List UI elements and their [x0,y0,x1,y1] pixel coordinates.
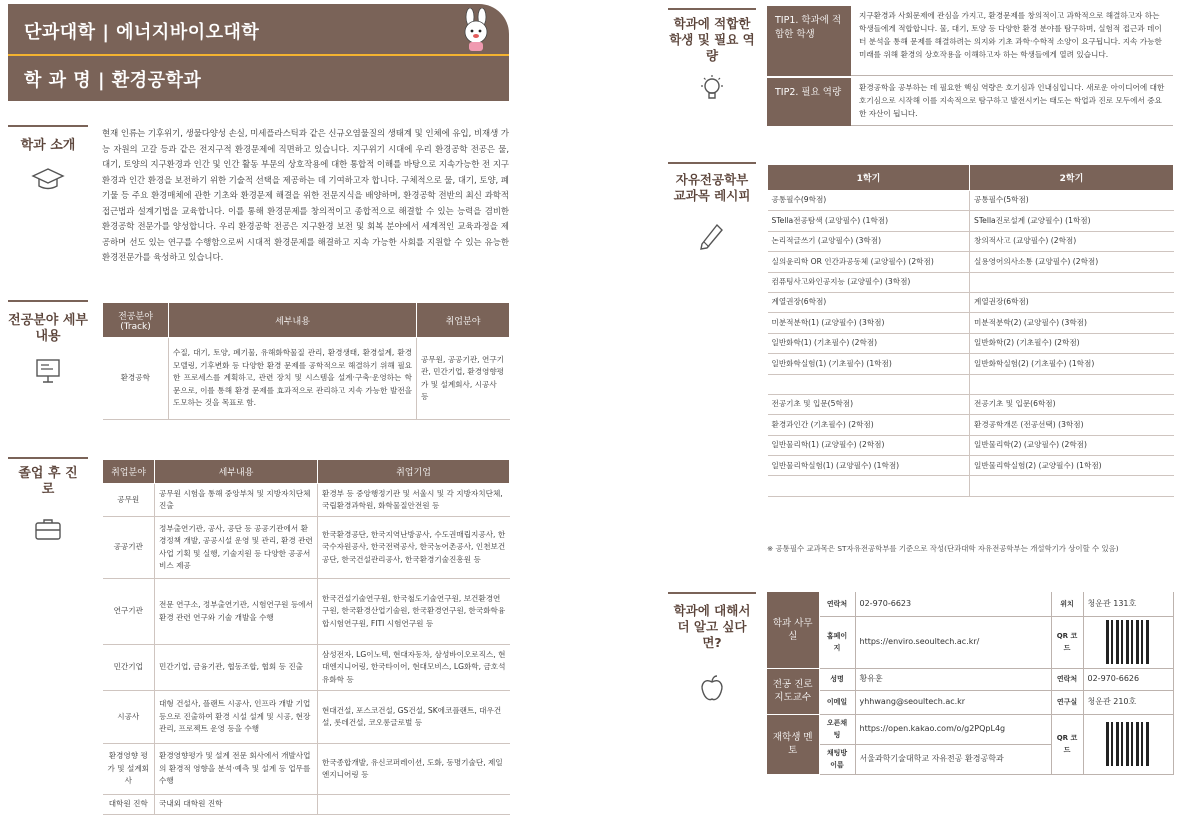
contact-title: 학과에 대해서 더 알고 싶다면? [673,603,751,650]
recipe-cell [768,476,970,496]
table-row [768,456,1174,476]
career-detail: 대형 건설사, 플랜트 시공사, 인프라 개발 기업 등으로 진출하여 환경 시설 설계 및 시공, 현장관리, 프로젝트 운영 등을 수행 [155,691,318,744]
table-row [768,231,1174,251]
career-detail: 공무원 시험을 통해 중앙부처 및 지방자치단체 진출 [155,484,318,517]
recipe-cell: STella전공탐색 (교양필수) (1학점) [768,211,970,231]
table-row [103,795,510,815]
career-company: 현대건설, 포스코건설, GS건설, SK에코플랜트, 대우건설, 롯데건설, 코오롱글로벌 등 [318,691,510,744]
track-detail: 수질, 대기, 토양, 폐기물, 유해화학물질 관리, 환경생태, 환경설계, 환경모델링, 기후변화 등 다양한 환경 문제를 공학적으로 해결하기 위해 필요한 프로세스를 계획하고, 관련 장치 및 시스템을 설계·구축·운영하는 학문으로, 이를 통해 환경 문제를 효과적으로 관리하고 지속 가능한 발전을 도모하는 것을 목표로 함. [169,338,417,420]
qr-label: QR 코드 [1051,616,1083,668]
intro-rule [8,125,88,127]
table-row [768,354,1174,374]
office-label: 학과 사무실 [767,592,819,668]
mentor-label: 재학생 멘토 [767,714,819,774]
career-field: 민간기업 [103,645,155,691]
track-header-jobs: 취업분야 [417,303,510,338]
recipe-cell: 전공기초 및 입문(6학점) [970,394,1174,414]
table-row [768,415,1174,435]
career-company: 한국건설기술연구원, 한국철도기술연구원, 보건환경연구원, 한국환경산업기술원, 한국환경연구원, 한국화학융합시험연구원, FITI 시험연구원 등 [318,579,510,645]
contact-table [767,592,1174,775]
office-web-key: 홈페이지 [819,616,855,668]
recipe-cell [970,272,1174,292]
prof-label: 전공 진로 지도교수 [767,668,819,714]
career-detail: 민간기업, 금융기관, 협동조합, 협회 등 진출 [155,645,318,691]
table-row [768,292,1174,312]
recipe-note: ※ 공통필수 교과목은 ST자유전공학부를 기준으로 작성(단과대학 자유전공학부는 개설학기가 상이할 수 있음) [767,544,1119,553]
office-loc-key: 위치 [1051,592,1083,616]
dept-label: 학 과 명 | 환경공학과 [24,70,202,91]
recipe-title: 자유전공학부 교과목 레시피 [673,172,751,203]
table-row [103,645,510,691]
apple-icon [668,674,756,702]
career-company: 삼성전자, LG이노텍, 현대자동차, 삼성바이오로직스, 현대엔지니어링, 한국타이어, 현대모비스, LG화학, 금호석유화학 등 [318,645,510,691]
pencil-note-icon [668,220,756,250]
recipe-cell [970,476,1174,496]
recipe-cell: 논리적글쓰기 (교양필수) (3학점) [768,231,970,251]
track-jobs: 공무원, 공공기관, 연구기관, 민간기업, 환경영향평가 및 설계회사, 시공사 등 [417,338,510,420]
recipe-header-sem2: 2학기 [970,165,1174,191]
career-detail: 전문 연구소, 정부출연기관, 시험연구원 등에서 환경 관련 연구와 기술 개발을 수행 [155,579,318,645]
tip2-text: 환경공학을 공부하는 데 필요한 핵심 역량은 호기심과 인내심입니다. 새로운 아이디어에 대한 호기심으로 시작해 이를 지속적으로 탐구하고 발전시키는 태도는 학업과 진로 모두에서 중요한 자산이 됩니다. [851,78,1173,126]
table-row [103,744,510,795]
career-field: 대학원 진학 [103,795,155,815]
qr-code-icon[interactable] [1106,620,1150,664]
recipe-cell [970,374,1174,394]
recipe-cell: 전공기초 및 입문(5학점) [768,394,970,414]
table-row [768,313,1174,333]
recipe-cell: 일반물리학실험(1) (교양필수) (1학점) [768,456,970,476]
career-company [318,795,510,815]
recipe-cell: 실의윤리학 OR 인간과공동체 (교양필수) (2학점) [768,252,970,272]
career-detail: 국내외 대학원 진학 [155,795,318,815]
intro-title: 학과 소개 [20,138,76,153]
table-row [768,394,1174,414]
career-header-detail: 세부내용 [155,460,318,484]
qr-code-icon[interactable] [1106,722,1150,766]
table-row [103,484,510,517]
lightbulb-icon [668,74,756,104]
tip1-text: 지구환경과 사회문제에 관심을 가지고, 환경문제를 창의적이고 과학적으로 해결하고자 하는 학생들에게 적합합니다. 물, 대기, 토양 등 다양한 환경 분야를 탐구하며, 실험적 접근과 데이터 분석을 통해 문제를 해결하려는 의지와 기초 과학·수학적 소양이 요구됩니다. 지속 가능한 미래를 위해 환경의 상호작용을 이해하고자 하는 학생들에게 열려 있습니다. [851,6,1173,76]
track-name: 환경공학 [103,338,169,420]
recipe-cell: 계열권장(6학점) [970,292,1174,312]
career-detail: 정부출연기관, 공사, 공단 등 공공기관에서 환경정책 개발, 공공시설 운영 및 관리, 환경 관련 사업 기획 및 실행, 기술지원 등 다양한 공공서비스 제공 [155,517,318,579]
career-field: 시공사 [103,691,155,744]
recipe-cell: 일반물리학(2) (교양필수) (2학점) [970,435,1174,455]
recipe-cell: 일반물리학(1) (교양필수) (2학점) [768,435,970,455]
recipe-cell: 공통필수(9학점) [768,191,970,211]
table-row [768,333,1174,353]
presentation-board-icon [8,356,88,386]
table-row [768,374,1174,394]
recipe-table [767,164,1174,497]
career-header-field: 취업분야 [103,460,155,484]
recipe-cell [768,374,970,394]
track-title: 전공분야 세부내용 [8,313,88,344]
recipe-cell: 일반화학(2) (기초필수) (2학점) [970,333,1174,353]
table-row [768,211,1174,231]
recipe-cell: 미분적분학(2) (교양필수) (3학점) [970,313,1174,333]
briefcase-icon [8,516,88,542]
table-row [103,517,510,579]
graduation-cap-icon [8,166,88,192]
recipe-cell: 미분적분학(1) (교양필수) (3학점) [768,313,970,333]
prof-lab: 청운관 210호 [1083,690,1173,714]
contact-rule [668,592,756,594]
office-web-link[interactable]: https://enviro.seoultech.ac.kr/ [855,616,1051,668]
recipe-cell: 일반물리학실험(2) (교양필수) (1학점) [970,456,1174,476]
career-title: 졸업 후 진로 [18,466,78,497]
prof-tel-key: 연락처 [1051,668,1083,690]
header-banner [8,4,509,101]
recipe-cell: 실용영어의사소통 (교양필수) (2학점) [970,252,1174,272]
office-loc: 청운관 131호 [1083,592,1173,616]
recipe-cell: 환경공학개론 (전공선택) (3학점) [970,415,1174,435]
table-row [768,272,1174,292]
track-rule [8,300,88,302]
career-detail: 환경영향평가 및 설계 전문 회사에서 개발사업의 환경적 영향을 분석·예측 및 설계 등 업무를 수행 [155,744,318,795]
table-row [768,476,1174,496]
tip2-label: TIP2. 필요 역량 [767,78,851,126]
kakao-key: 오픈채팅 [819,714,855,744]
table-row [768,252,1174,272]
recipe-cell: 일반화학실험(2) (기초필수) (1학점) [970,354,1174,374]
track-header-detail: 세부내용 [169,303,417,338]
table-row [103,691,510,744]
chatroom-key: 채팅방이름 [819,744,855,774]
kakao-link[interactable]: https://open.kakao.com/o/g2PQpL4g [855,714,1051,744]
recipe-cell: 환경과인간 (기초필수) (2학점) [768,415,970,435]
prof-name-key: 성명 [819,668,855,690]
recipe-cell: 계열권장(6학점) [768,292,970,312]
career-field: 연구기관 [103,579,155,645]
recipe-cell: 공통필수(5학점) [970,191,1174,211]
header-divider [8,54,509,56]
track-table [102,302,510,420]
qr-cell [1083,616,1173,668]
track-header-field: 전공분야 (Track) [103,303,169,338]
career-company: 환경부 등 중앙행정기관 및 서울시 및 각 지방자치단체, 국립환경과학원, 화학물질안전원 등 [318,484,510,517]
tips-rule [668,8,756,10]
recipe-rule [668,162,756,164]
career-table [102,459,510,815]
prof-name: 황유훈 [855,668,1051,690]
table-row [768,435,1174,455]
career-rule [8,457,88,459]
recipe-cell: 일반화학실험(1) (기초필수) (1학점) [768,354,970,374]
prof-lab-key: 연구실 [1051,690,1083,714]
career-field: 환경영향 평가 및 설계회사 [103,744,155,795]
tip1-label: TIP1. 학과에 적합한 학생 [767,6,851,76]
chatroom-name: 서울과학기술대학교 자유전공 환경공학과 [855,744,1051,774]
office-tel: 02-970-6623 [855,592,1051,616]
career-field: 공무원 [103,484,155,517]
college-label: 단과대학 | 에너지바이오대학 [24,22,260,43]
recipe-cell: 창의적사고 (교양필수) (2학점) [970,231,1174,251]
recipe-cell: 일반화학(1) (기초필수) (2학점) [768,333,970,353]
table-row [103,579,510,645]
career-header-company: 취업기업 [318,460,510,484]
career-company: 한국종합개발, 유신코퍼레이션, 도화, 동명기술단, 제일엔지니어링 등 [318,744,510,795]
qr-cell-2 [1083,714,1173,774]
recipe-cell: STella진로설계 (교양필수) (1학점) [970,211,1174,231]
qr-label-2: QR 코드 [1051,714,1083,774]
prof-tel: 02-970-6626 [1083,668,1173,690]
prof-email-link[interactable]: yhhwang@seoultech.ac.kr [855,690,1051,714]
recipe-header-sem1: 1학기 [768,165,970,191]
career-company: 한국환경공단, 한국지역난방공사, 수도권매립지공사, 한국수자원공사, 한국전력공사, 한국농어촌공사, 인천보건공단, 한국건설관리공사, 한국환경기술진흥원 등 [318,517,510,579]
tips-title: 학과에 적합한 학생 및 필요 역량 [669,16,755,63]
prof-email-key: 이메일 [819,690,855,714]
career-field: 공공기관 [103,517,155,579]
recipe-cell: 컴퓨팅사고와인공지능 (교양필수) (3학점) [768,272,970,292]
intro-text: 현재 인류는 기후위기, 생물다양성 손실, 미세플라스틱과 같은 신규오염물질의 생태계 및 인체에 유입, 비재생 가능 자원의 고갈 등과 같은 전지구적 환경문제에 직면하고 있습니다. 지구위기 시대에 우리 환경공학 전공은 물, 대기, 토양의 지구환경과 인간 및 인간 활동 부문의 상호작용에 대한 통합적 이해를 바탕으로 지속가능한 전 지구 환경과 인간 환경을 보전하기 위한 기술적 선택을 제공하는 데 기여하고자 합니다. 구체적으로 물, 대기, 토양, 폐기물 등 주요 환경매체에 관한 기초와 환경문제 해결을 위한 전문지식을 배양하며, 환경공학 전반의 최신 과학적 접근법과 설계기법을 교육합니다. 이를 통해 환경문제를 창의적이고 종합적으로 해결할 수 있는 능력을 겸비한 환경공학 전문가를 양성합니다. 우리 환경공학 전공은 지구환경 보전 및 회복 분야에서 세계적인 교육과정을 제공하며 선도 있는 연구를 수행함으로써 시대적 환경문제를 해결하고 지속 가능한 사회를 지원할 수 있는 유능한 환경전문가를 육성하고 있습니다. [102,128,509,262]
table-row [768,191,1174,211]
office-tel-key: 연락처 [819,592,855,616]
rabbit-mascot-icon [453,8,499,54]
